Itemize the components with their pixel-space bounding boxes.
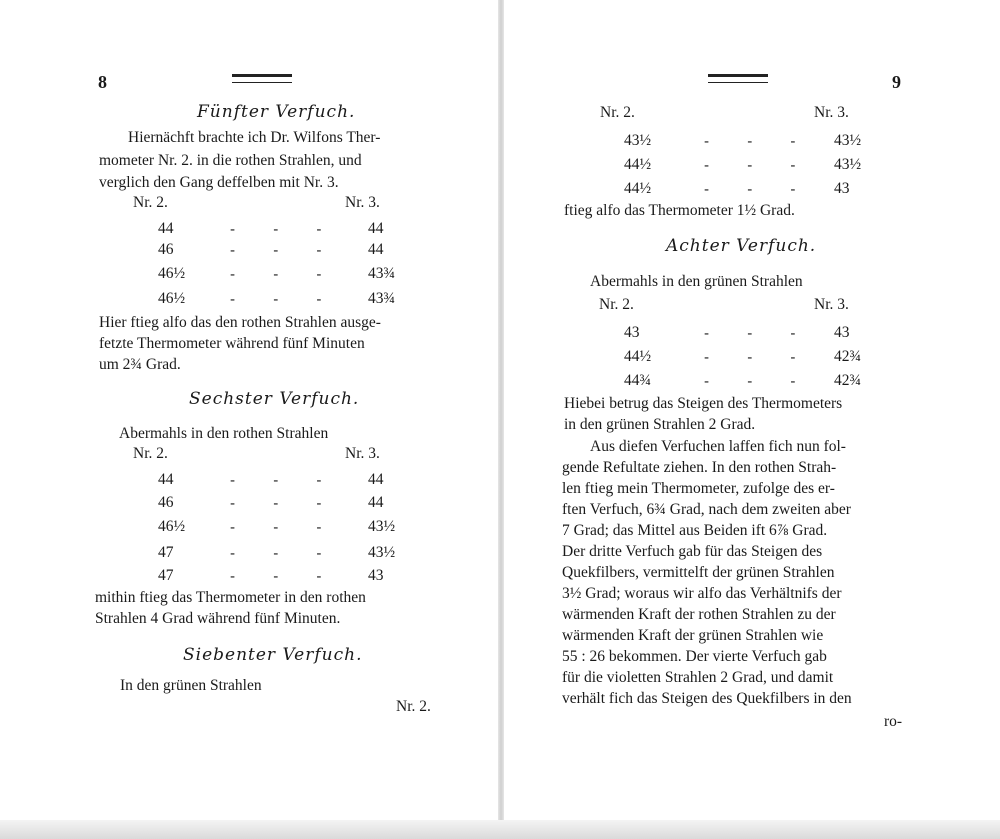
text-line: ften Verfuch, 6¾ Grad, nach dem zweiten aber	[562, 501, 851, 518]
catchword: Nr. 2.	[396, 698, 431, 715]
table-cell: 46	[158, 494, 174, 511]
text-line: Hiernächft brachte ich Dr. Wilfons Ther-	[128, 129, 381, 146]
section-heading-6: Sechster Verfuch.	[189, 389, 360, 409]
text-line: gende Refultate ziehen. In den rothen Strah-	[562, 459, 837, 476]
table-cell: 43	[834, 180, 850, 197]
text-line: verhält fich das Steigen des Quekfilbers in den	[562, 690, 852, 707]
text-line: 7 Grad; das Mittel aus Beiden ift 6⅞ Grad.	[562, 522, 828, 539]
dash-leader: - - -	[230, 290, 322, 308]
text-line: Hier ftieg alfo das den rothen Strahlen ausge-	[99, 314, 381, 331]
table-cell: 43¾	[368, 290, 396, 307]
page-number: 9	[892, 72, 901, 92]
dash-leader: - - -	[230, 241, 322, 259]
dash-leader: - - -	[230, 567, 322, 585]
text-line: mometer Nr. 2. in die rothen Strahlen, und	[99, 152, 362, 169]
table-cell: 44¾	[624, 372, 652, 389]
table-header-b: Nr. 3.	[814, 296, 849, 313]
table-cell: 47	[158, 567, 174, 584]
table-cell: 43½	[624, 132, 652, 149]
header-rule	[232, 74, 292, 83]
text-line: In den grünen Strahlen	[120, 677, 262, 694]
page-number: 8	[98, 72, 107, 92]
table-cell: 43	[624, 324, 640, 341]
dash-leader: - - -	[704, 348, 796, 366]
section-heading-7: Siebenter Verfuch.	[183, 645, 363, 665]
table-cell: 43½	[834, 132, 862, 149]
header-rule	[708, 74, 768, 83]
text-line: Aus diefen Verfuchen laffen fich nun fol-	[590, 438, 846, 455]
table-cell: 44½	[624, 156, 652, 173]
text-line: Der dritte Verfuch gab für das Steigen des	[562, 543, 823, 560]
text-line: Quekfilbers, vermittelft der grünen Strahlen	[562, 564, 835, 581]
table-cell: 46	[158, 241, 174, 258]
dash-leader: - - -	[230, 265, 322, 283]
table-cell: 44	[368, 241, 384, 258]
dash-leader: - - -	[704, 132, 796, 150]
table-header-a: Nr. 2.	[133, 194, 168, 211]
table-cell: 44	[368, 494, 384, 511]
text-line: 55 : 26 bekommen. Der vierte Verfuch gab	[562, 648, 827, 665]
table-cell: 46½	[158, 518, 186, 535]
dash-leader: - - -	[230, 494, 322, 512]
section-heading-5: Fünfter Verfuch.	[197, 102, 356, 122]
table-cell: 42¾	[834, 372, 862, 389]
text-line: fetzte Thermometer während fünf Minuten	[99, 335, 365, 352]
dash-leader: - - -	[704, 324, 796, 342]
table-cell: 44½	[624, 180, 652, 197]
table-cell: 46½	[158, 265, 186, 282]
table-cell: 43½	[368, 518, 396, 535]
left-page	[0, 0, 498, 839]
dash-leader: - - -	[704, 156, 796, 174]
table-cell: 43	[834, 324, 850, 341]
table-header-b: Nr. 3.	[814, 104, 849, 121]
catchword: ro-	[884, 713, 903, 730]
table-cell: 47	[158, 544, 174, 561]
table-cell: 44	[368, 471, 384, 488]
table-header-b: Nr. 3.	[345, 194, 380, 211]
table-cell: 42¾	[834, 348, 862, 365]
table-cell: 44	[158, 471, 174, 488]
table-header-a: Nr. 2.	[133, 445, 168, 462]
text-line: für die violetten Strahlen 2 Grad, und damit	[562, 669, 834, 686]
table-cell: 43	[368, 567, 384, 584]
dash-leader: - - -	[704, 180, 796, 198]
dash-leader: - - -	[230, 471, 322, 489]
text-line: wärmenden Kraft der grünen Strahlen wie	[562, 627, 824, 644]
text-line: 3½ Grad; woraus wir alfo das Verhältnifs der	[562, 585, 842, 602]
table-header-b: Nr. 3.	[345, 445, 380, 462]
dash-leader: - - -	[230, 220, 322, 238]
table-cell: 46½	[158, 290, 186, 307]
text-line: um 2¾ Grad.	[99, 356, 181, 373]
text-line: wärmenden Kraft der rothen Strahlen zu der	[562, 606, 836, 623]
table-cell: 44	[158, 220, 174, 237]
table-header-a: Nr. 2.	[599, 296, 634, 313]
text-line: Hiebei betrug das Steigen des Thermometers	[564, 395, 843, 412]
dash-leader: - - -	[230, 544, 322, 562]
text-line: ftieg alfo das Thermometer 1½ Grad.	[564, 202, 795, 219]
text-line: mithin ftieg das Thermometer in den rothen	[95, 589, 366, 606]
dash-leader: - - -	[230, 518, 322, 536]
text-line: verglich den Gang deffelben mit Nr. 3.	[99, 174, 339, 191]
table-header-a: Nr. 2.	[600, 104, 635, 121]
text-line: Strahlen 4 Grad während fünf Minuten.	[95, 610, 341, 627]
table-cell: 43½	[834, 156, 862, 173]
section-heading-8: Achter Verfuch.	[666, 236, 817, 256]
table-cell: 43½	[368, 544, 396, 561]
right-page	[504, 0, 1000, 839]
text-line: len ftieg mein Thermometer, zufolge des er-	[562, 480, 835, 497]
text-line: in den grünen Strahlen 2 Grad.	[564, 416, 756, 433]
table-cell: 44	[368, 220, 384, 237]
table-cell: 43¾	[368, 265, 396, 282]
text-line: Abermahls in den grünen Strahlen	[590, 273, 803, 290]
text-line: Abermahls in den rothen Strahlen	[119, 425, 329, 442]
dash-leader: - - -	[704, 372, 796, 390]
table-cell: 44½	[624, 348, 652, 365]
